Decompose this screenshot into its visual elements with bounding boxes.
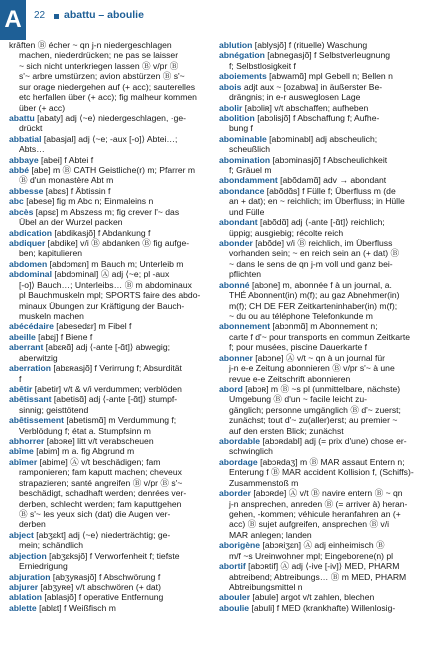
entry-line: strapazieren; santé angreifen Ⓑ v/pr Ⓑ s'~ — [19, 477, 183, 488]
entry-line: MAR anlegen; landen — [229, 529, 312, 540]
headword: abdomen — [9, 258, 48, 269]
headword: abbaye — [9, 154, 39, 165]
headword: abondance — [219, 185, 265, 196]
headword: abêtir — [9, 383, 33, 394]
dictionary-entry — [9, 155, 210, 165]
dictionary-entry — [9, 40, 210, 113]
headword: abc — [9, 196, 24, 207]
entry-line: machen, niederdrücken; ne pas se laisser — [19, 50, 179, 61]
right-column — [219, 40, 421, 646]
entry-line: Ⓑ s'~ les yeux sich (dat) die Augen ver- — [19, 508, 171, 519]
dictionary-entry — [9, 415, 210, 436]
dictionary-entry — [9, 394, 210, 415]
entry-line: ~ sich nicht unterkriegen lassen Ⓑ v/pr Ⓑ — [19, 60, 179, 71]
entry-line: aborder [abɔʀde] Ⓐ v/t Ⓑ navire entern Ⓑ ~ qn — [219, 488, 403, 499]
entry-line: THÉ Abonnent(in) m(f); au gaz Abnehmer(in) — [229, 290, 400, 301]
dictionary-entry — [219, 217, 421, 238]
dictionary-entry — [219, 540, 421, 561]
headword: abattu — [9, 112, 35, 123]
section-letter-tab: A — [0, 0, 26, 40]
entry-line: abonné [abɔne] m, abonnée f à un journal, a. — [219, 279, 392, 290]
dictionary-entry — [219, 71, 421, 81]
entry-line: abdiquer [abdike] v/i Ⓑ abdanken Ⓑ fig aufge- — [9, 238, 190, 249]
entry-line: abord [abɔʀ] m Ⓑ ~s pl (unmittelbare, nächste) — [219, 383, 401, 394]
entry-line: abtreibend; Abtreibungs… Ⓑ m MED, PHARM — [229, 571, 407, 582]
headword: abomination — [219, 154, 271, 165]
entry-line: abîme [abim] m a. fig Abgrund m — [9, 446, 135, 457]
entry-line: ablution [ablysjõ] f (rituelle) Waschung — [219, 40, 368, 50]
entry-line: üppig; ausgiebig; récolte reich — [229, 227, 344, 238]
entry-line: aberwitzig — [19, 352, 58, 363]
dictionary-entry — [219, 40, 421, 50]
dictionary-entry — [219, 186, 421, 217]
dictionary-entry — [219, 488, 421, 540]
entry-line: abondamment [abõdamɑ̃] adv → abondant — [219, 175, 387, 186]
entry-line: ablation [ablasjõ] f operative Entfernung — [9, 592, 164, 603]
entry-line: abordable [abɔʀdabl] adj (= prix d'une) chose er- — [219, 436, 407, 447]
dictionary-entry — [9, 165, 210, 186]
dictionary-entry — [9, 259, 210, 269]
entry-line: und Fülle — [229, 206, 265, 217]
entry-line: drängnis; in e-r ausweglosen Lage — [229, 92, 361, 103]
headword: abjection — [9, 550, 47, 561]
entry-line: Erniedrigung — [19, 561, 68, 572]
entry-line: abouler [abule] argot v/t zahlen, blechen — [219, 592, 375, 603]
entry-line: acc) Ⓑ sujet aufgreifen, ansprechen Ⓑ v/i — [229, 519, 390, 530]
dictionary-entry — [9, 269, 210, 321]
headword: aboulie — [219, 602, 250, 613]
dictionary-entry — [9, 603, 210, 613]
entry-line: m(f); CH DE FER Zeitkarteninhaber(in) m(f); — [229, 300, 398, 311]
dictionary-entry — [9, 572, 210, 582]
entry-line: scheußlich — [229, 144, 271, 155]
entry-line: derben, schlecht werden; fam kaputtgehen — [19, 498, 182, 509]
entry-line: aberration [abɛʀasjõ] f Verirrung f; Absurdität — [9, 363, 182, 374]
headword: aborder — [219, 488, 251, 499]
entry-line: abbaye [abei] f Abtei f — [9, 154, 94, 165]
entry-line: abnégation [abnegasjõ] f Selbstverleugnung — [219, 50, 391, 61]
entry-line: beschädigt, schadhaft werden; denrées ver- — [19, 488, 187, 499]
headword: abolir — [219, 102, 243, 113]
entry-line: gänglich; personne umgänglich Ⓑ d'~ zuerst; — [229, 404, 401, 415]
entry-line: abordage [abɔʀdaʒ] m Ⓑ MAR assaut Entern n; — [219, 456, 405, 467]
entry-line: Abtreibungsmittel n — [229, 581, 303, 592]
guide-words: abattu – aboulie — [64, 9, 144, 21]
headword: aberration — [9, 363, 52, 374]
entry-line: abolir [abɔliʀ] v/t abschaffen; aufheben — [219, 102, 369, 113]
entry-line: aberrant [abɛʀɑ̃] adj ⟨-ante [-ɑ̃t]⟩ abwegig; — [9, 342, 171, 353]
headword: abondamment — [219, 175, 278, 186]
dictionary-entry — [219, 238, 421, 280]
entry-line: abois adjt aux ~ [ozabwa] in äußerster Be- — [219, 81, 383, 92]
entry-line: abêtissant [abetisɑ̃] adj ⟨-ante [-ɑ̃t]⟩ stumpf- — [9, 394, 178, 405]
headword: abondant — [219, 217, 258, 228]
headword: abdiquer — [9, 238, 46, 249]
entry-line: Ⓑ d'un monastère Abt m — [19, 175, 114, 186]
headword: abcès — [9, 206, 34, 217]
dictionary-entry — [9, 384, 210, 394]
entry-line: abjection [abʒɛksjõ] f Verworfenheit f; tiefste — [9, 550, 180, 561]
dictionary-entry — [9, 186, 210, 196]
entry-line: etc herfallen über (+ acc); fig malheur kommen — [19, 92, 197, 103]
headword: abécédaire — [9, 321, 54, 332]
dictionary-entry — [9, 238, 210, 259]
entry-line: abjurer [abʒyʀe] v/t abschwören (+ dat) — [9, 581, 161, 592]
entry-line: j-n e-e Zeitung abonnieren Ⓑ v/pr s'~ à une — [229, 363, 395, 374]
dictionary-entry — [9, 530, 210, 551]
headword: abhorrer — [9, 436, 45, 447]
entry-line: pl Bauchmuskeln mpl; SPORTS faire des abdo- — [19, 290, 201, 301]
entry-line: ablette [ablɛt] f Weißfisch m — [9, 602, 116, 613]
dictionary-entry — [9, 321, 210, 331]
page-number: 22 — [34, 10, 46, 21]
headword: abnégation — [219, 50, 265, 61]
entry-line: an + dat); en ~ reichlich; im Überfluss; in Hülle — [229, 196, 405, 207]
entry-line: aboiements [abwamɑ̃] mpl Gebell n; Bellen n — [219, 71, 393, 82]
dictionary-entry — [9, 342, 210, 363]
entry-line: abêtissement [abetismɑ̃] m Verdummung f; — [9, 415, 177, 426]
entry-line: krāften Ⓑ écher ~ qn j-n niedergeschlagen — [9, 40, 172, 50]
entry-line: bung f — [229, 123, 253, 134]
entry-line: drückt — [19, 123, 43, 134]
headword: abord — [219, 383, 243, 394]
entry-line: f; Gräuel m — [229, 165, 272, 176]
entry-line: abominable [abɔminabl] adj abscheulich; — [219, 133, 378, 144]
entry-line: Zusammenstoß m — [229, 477, 299, 488]
dictionary-entry — [9, 196, 210, 206]
dictionary-entry — [219, 280, 421, 322]
dictionary-entry — [9, 582, 210, 592]
dictionary-entry — [9, 134, 210, 155]
dictionary-entry — [9, 457, 210, 530]
entry-line: f; Selbstlosigkeit f — [229, 60, 296, 71]
entry-line: abonner [abɔne] Ⓐ v/t ~ qn à un journal für — [219, 352, 385, 363]
entry-line: ~ dans le sens de qn j-m voll und ganz bei- — [229, 258, 393, 269]
headword: abominable — [219, 133, 267, 144]
dictionary-entry — [219, 603, 421, 613]
entry-line: abîmer [abime] Ⓐ v/t beschädigen; fam — [9, 456, 161, 467]
headword: abonder — [219, 238, 253, 249]
entry-line: abolition [abɔlisjõ] f Abschaffung f; Aufhe- — [219, 112, 380, 123]
entry-line: abc [abese] fig m Abc n; Einmaleins n — [9, 196, 154, 207]
headword: abjurer — [9, 581, 39, 592]
entry-line: abbé [abe] m Ⓑ CATH Geistliche(r) m; Pfarrer m — [9, 165, 196, 176]
left-column — [9, 40, 210, 646]
entry-line: abeille [abɛj] f Biene f — [9, 331, 93, 342]
headword: abdominal — [9, 269, 52, 280]
entry-line: Abts… — [19, 144, 45, 155]
entry-line: muskeln machen — [19, 310, 84, 321]
entry-line: zunächst; tout d'~ zu(aller)erst; au premier ~ — [229, 415, 398, 426]
headword: ablution — [219, 40, 253, 50]
headword: aberrant — [9, 342, 44, 353]
dictionary-entry — [219, 321, 421, 352]
entry-line: schwinglich — [229, 446, 273, 457]
entry-line: f; pour musées, piscine Dauerkarte f — [229, 342, 368, 353]
headword: abortif — [219, 561, 246, 572]
headword: abbé — [9, 165, 30, 176]
headword: abbesse — [9, 185, 44, 196]
headword: ablation — [9, 592, 42, 603]
dictionary-entry — [219, 50, 421, 71]
entry-line: sur orage niedergehen auf (+ acc); sauterelles — [19, 81, 196, 92]
entry-line: ben; kapitulieren — [19, 248, 83, 259]
dictionary-entry — [219, 175, 421, 185]
entry-line: ramponieren; fam kaputt machen; cheveux — [19, 467, 182, 478]
dictionary-entry — [219, 457, 421, 488]
entry-line: abdominal [abdɔminal] Ⓐ adj ⟨~e; pl -aux — [9, 269, 170, 280]
dictionary-entry — [219, 155, 421, 176]
dictionary-entry — [219, 82, 421, 103]
headword: abêtissement — [9, 415, 64, 426]
dictionary-entry — [9, 551, 210, 572]
headword: ablette — [9, 602, 37, 613]
headword: abjuration — [9, 571, 51, 582]
headword: abordage — [219, 456, 258, 467]
entry-line: aborigène [abɔʀiʒɛn] Ⓐ adj einheimisch Ⓑ — [219, 540, 385, 551]
dictionary-entry — [219, 592, 421, 602]
headword: abbatial — [9, 133, 42, 144]
entry-line: abdomen [abdɔmɛn] m Bauch m; Unterleib m — [9, 258, 184, 269]
entry-line: abbatial [abasjal] adj ⟨~e; -aux [-o]⟩ Abtei…; — [9, 133, 178, 144]
headword: aborigène — [219, 540, 261, 551]
dictionary-entry — [219, 103, 421, 113]
entry-line: Übel an der Wurzel packen — [19, 217, 123, 228]
headword: abîmer — [9, 456, 38, 467]
entry-line: [-o]⟩ Bauch…; Unterleibs… Ⓑ m abdominaux — [19, 279, 192, 290]
entry-line: s'~ arbre umstürzen; avion abstürzen Ⓑ s'~ — [19, 71, 185, 82]
headword: abêtissant — [9, 394, 52, 405]
page-header — [0, 0, 426, 40]
dictionary-entry — [9, 207, 210, 228]
entry-line: Enterung f Ⓑ MAR accident Kollision f, (Schiffs)- — [229, 467, 414, 478]
dictionary-entry — [219, 134, 421, 155]
entry-line: abhorrer [abɔʀe] litt v/t verabscheuen — [9, 436, 154, 447]
headword: abîme — [9, 446, 34, 457]
dictionary-entry — [219, 353, 421, 384]
headword: abordable — [219, 436, 261, 447]
headword: abonnement — [219, 321, 271, 332]
entry-line: abondance [abõdɑ̃s] f Fülle f; Überfluss m (de — [219, 185, 396, 196]
entry-line: ~ du ou au téléphone Telefonkunde m — [229, 310, 373, 321]
headword: abject — [9, 529, 34, 540]
entry-line: abonnement [abɔnmɑ̃] m Abonnement n; — [219, 321, 378, 332]
dictionary-entry — [219, 113, 421, 134]
dictionary-entry — [9, 363, 210, 384]
entry-line: gehen, -kommen; véhicule heranfahren an (+ — [229, 508, 401, 519]
entry-line: revue e-e Zeitschrift abonnieren — [229, 373, 351, 384]
entry-line: Verblödung f; état a. Stumpfsinn m — [19, 425, 151, 436]
entry-line: abbesse [abɛs] f Äbtissin f — [9, 185, 111, 196]
dictionary-entry — [9, 446, 210, 456]
entry-line: abomination [abɔminasjõ] f Abscheulichkeit — [219, 154, 388, 165]
entry-line: j-n ansprechen, anreden Ⓑ (= arriver à) heran- — [229, 498, 408, 509]
entry-line: aboulie [abuli] f MED (krankhafte) Willenlosig- — [219, 602, 396, 613]
entry-line: vorhanden sein; ~ en reich sein an (+ dat) Ⓑ — [229, 248, 400, 259]
entry-line: abjuration [abʒyʀasjõ] f Abschwörung f — [9, 571, 161, 582]
entry-line: derben — [19, 519, 46, 530]
entry-line: abdication [abdikasjõ] f Abdankung f — [9, 227, 151, 238]
dictionary-entry — [9, 436, 210, 446]
entry-line: carte f d'~ pour transports en commun Zeitkarte — [229, 331, 410, 342]
dictionary-entry — [9, 228, 210, 238]
headword: abeille — [9, 331, 36, 342]
dictionary-entry — [9, 592, 210, 602]
headword: abonné — [219, 279, 250, 290]
dictionary-entry — [9, 113, 210, 134]
dictionary-entry — [219, 436, 421, 457]
entry-line: abattu [abaty] adj ⟨~e⟩ niedergeschlagen, ·ge- — [9, 112, 187, 123]
entry-line: abcès [apsɛ] m Abszess m; fig crever l'~ das — [9, 206, 180, 217]
entry-line: abortif [abɔʀtif] Ⓐ adj ⟨-ive [-iv]⟩ MED, PHARM — [219, 561, 400, 572]
headword: abois — [219, 81, 242, 92]
dictionary-entry — [9, 332, 210, 342]
entry-line: abêtir [abetir] v/t & v/i verdummen; verblöden — [9, 383, 182, 394]
entry-line: mein; schändlich — [19, 540, 84, 551]
entry-line: Umgebung Ⓑ d'un ~ facile leicht zu- — [229, 394, 368, 405]
entry-line: m/f ~s Ureinwohner mpl; Eingeborene(n) pl — [229, 550, 394, 561]
entry-line: abonder [abõde] v/i Ⓑ reichlich, im Überfluss — [219, 238, 393, 249]
headword: aboiements — [219, 71, 267, 82]
entry-line: abject [abʒɛkt] adj ⟨~e⟩ niederträchtig; ge- — [9, 529, 171, 540]
entry-line: auf den ersten Blick; zunächst — [229, 425, 344, 436]
entry-line: über (+ acc) — [19, 102, 66, 113]
entry-line: minaux Übungen zur Kräftigung der Bauch- — [19, 300, 185, 311]
headword: abonner — [219, 352, 253, 363]
entry-line: abécédaire [abesedɛr] m Fibel f — [9, 321, 132, 332]
dictionary-entry — [219, 561, 421, 592]
entry-line: abondant [abõdɑ̃] adj ⟨-ante [-ɑ̃t]⟩ reichlich; — [219, 217, 385, 228]
entry-line: f — [19, 373, 22, 384]
entry-line: pflichten — [229, 269, 262, 280]
square-bullet-icon — [54, 14, 59, 19]
entry-line: sinnig; geisttötend — [19, 404, 89, 415]
headword: abdication — [9, 227, 52, 238]
dictionary-entry — [219, 384, 421, 436]
headword: abouler — [219, 592, 251, 603]
headword: abolition — [219, 112, 255, 123]
